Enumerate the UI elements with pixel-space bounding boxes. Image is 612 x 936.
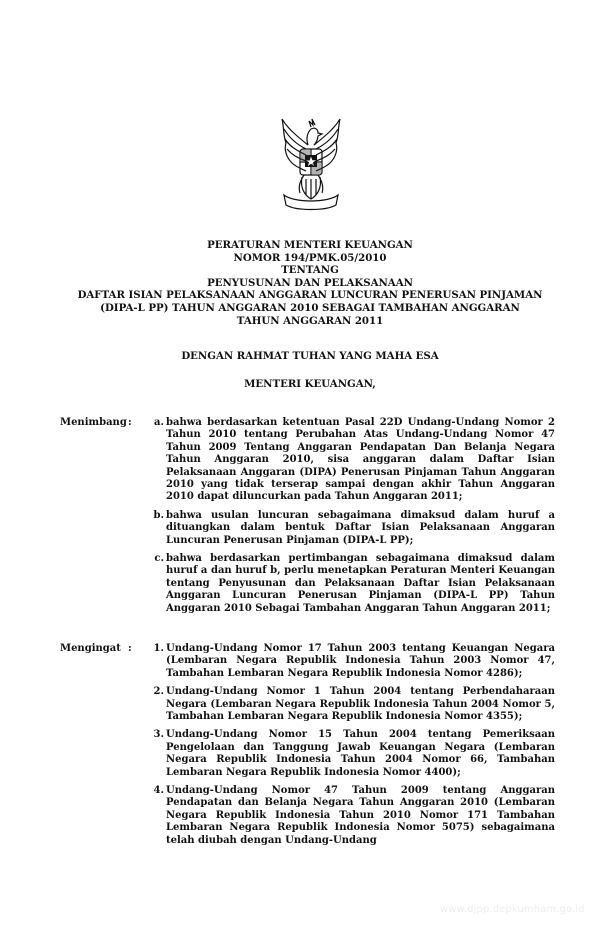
- list-item: [60, 785, 555, 847]
- regulation-title: [40, 239, 580, 327]
- list-item: [60, 643, 555, 680]
- section-label: Menimbang: [60, 417, 127, 428]
- list-item: [60, 686, 555, 723]
- item-marker: 2.: [153, 686, 164, 698]
- watermark: www.djpp.depkumham.go.id: [440, 904, 585, 915]
- item-text: Undang-Undang Nomor 47 Tahun 2009 tentang Anggaran Pendapatan dan Belanja Negara Tahun Anggaran 2010 (Lembaran Negara Republik Indonesia Tahun 2010 Nomor 171 Tambahan Lembaran Negara Republik Indonesia Nomor 5075) sebagaimana telah diubah dengan Undang-Undang: [166, 785, 555, 846]
- title-line: (DIPA-L PP) TAHUN ANGGARAN 2010 SEBAGAI TAMBAHAN ANGGARAN: [100, 301, 520, 314]
- regulation-number: NOMOR 194/PMK.05/2010: [233, 251, 387, 264]
- item-marker: c.: [154, 553, 164, 565]
- section-colon: :: [128, 417, 132, 428]
- item-text: Undang-Undang Nomor 15 Tahun 2004 tentang Pemeriksaan Pengelolaan dan Tanggung Jawab Keuangan Negara (Lembaran Negara Republik Indonesia Tahun 2004 Nomor 66, Tambahan Lembaran Negara Republik Indonesia Nomor 4400);: [166, 729, 555, 778]
- list-item: [60, 553, 555, 615]
- item-marker: b.: [153, 509, 164, 521]
- list-item: [60, 417, 555, 504]
- title-line: PERATURAN MENTERI KEUANGAN: [207, 239, 413, 251]
- item-text: Undang-Undang Nomor 1 Tahun 2004 tentang Perbendaharaan Negara (Lembaran Negara Republik Indonesia Tahun 2004 Nomor 5, Tambahan Lembaran Negara Republik Indonesia Nomor 4355);: [166, 686, 555, 723]
- list-item: [60, 729, 555, 779]
- item-marker: 4.: [153, 785, 164, 797]
- menimbang-section: [60, 417, 555, 621]
- list-item: [60, 510, 555, 547]
- section-colon: :: [128, 643, 132, 654]
- section-label: Mengingat: [60, 643, 121, 654]
- title-line: TENTANG: [281, 264, 339, 277]
- authority-line: MENTERI KEUANGAN,: [244, 378, 376, 390]
- item-marker: 3.: [153, 729, 164, 741]
- item-text: Undang-Undang Nomor 17 Tahun 2003 tentang Keuangan Negara (Lembaran Negara Republik Indonesia Tahun 2003 Nomor 47, Tambahan Lembaran Negara Republik Indonesia Nomor 4286);: [166, 643, 555, 679]
- item-marker: a.: [154, 417, 164, 428]
- mengingat-section: [60, 643, 555, 853]
- item-text: bahwa berdasarkan pertimbangan sebagaimana dimaksud dalam huruf a dan huruf b, perlu menetapkan Peraturan Menteri Keuangan tentang Penyusunan dan Pelaksanaan Daftar Isian Pelaksanaan Anggaran Luncuran Penerusan Pinjaman (DIPA-L PP) Tahun Anggaran 2010 Sebagai Tambahan Anggaran Tahun Anggaran 2011;: [166, 553, 555, 614]
- blessing-line: DENGAN RAHMAT TUHAN YANG MAHA ESA: [181, 350, 439, 362]
- item-text: bahwa berdasarkan ketentuan Pasal 22D Undang-Undang Nomor 2 Tahun 2010 tentang Perubahan Atas Undang-Undang Nomor 47 Tahun 2009 Tentang Anggaran Pendapatan Dan Belanja Negara Tahun Anggaran 2010, sisa anggaran dalam Daftar Isian Pelaksanaan Anggaran (DIPA) Penerusan Pinjaman Tahun Anggaran 2010 yang tidak terserap sampai dengan akhir Tahun Anggaran 2010 dapat diluncurkan pada Tahun Anggaran 2011;: [166, 417, 555, 503]
- title-line: TAHUN ANGGARAN 2011: [236, 314, 384, 327]
- item-marker: 1.: [153, 643, 164, 654]
- title-line: DAFTAR ISIAN PELAKSANAAN ANGGARAN LUNCURAN PENERUSAN PINJAMAN: [77, 289, 543, 302]
- title-line: PENYUSUNAN DAN PELAKSANAAN: [207, 276, 413, 289]
- item-text: bahwa usulan luncuran sebagaimana dimaksud dalam huruf a dituangkan dalam bentuk Daftar Isian Pelaksanaan Anggaran Luncuran Penerusan Pinjaman (DIPA-L PP);: [166, 509, 555, 546]
- garuda-emblem-icon: [278, 115, 344, 221]
